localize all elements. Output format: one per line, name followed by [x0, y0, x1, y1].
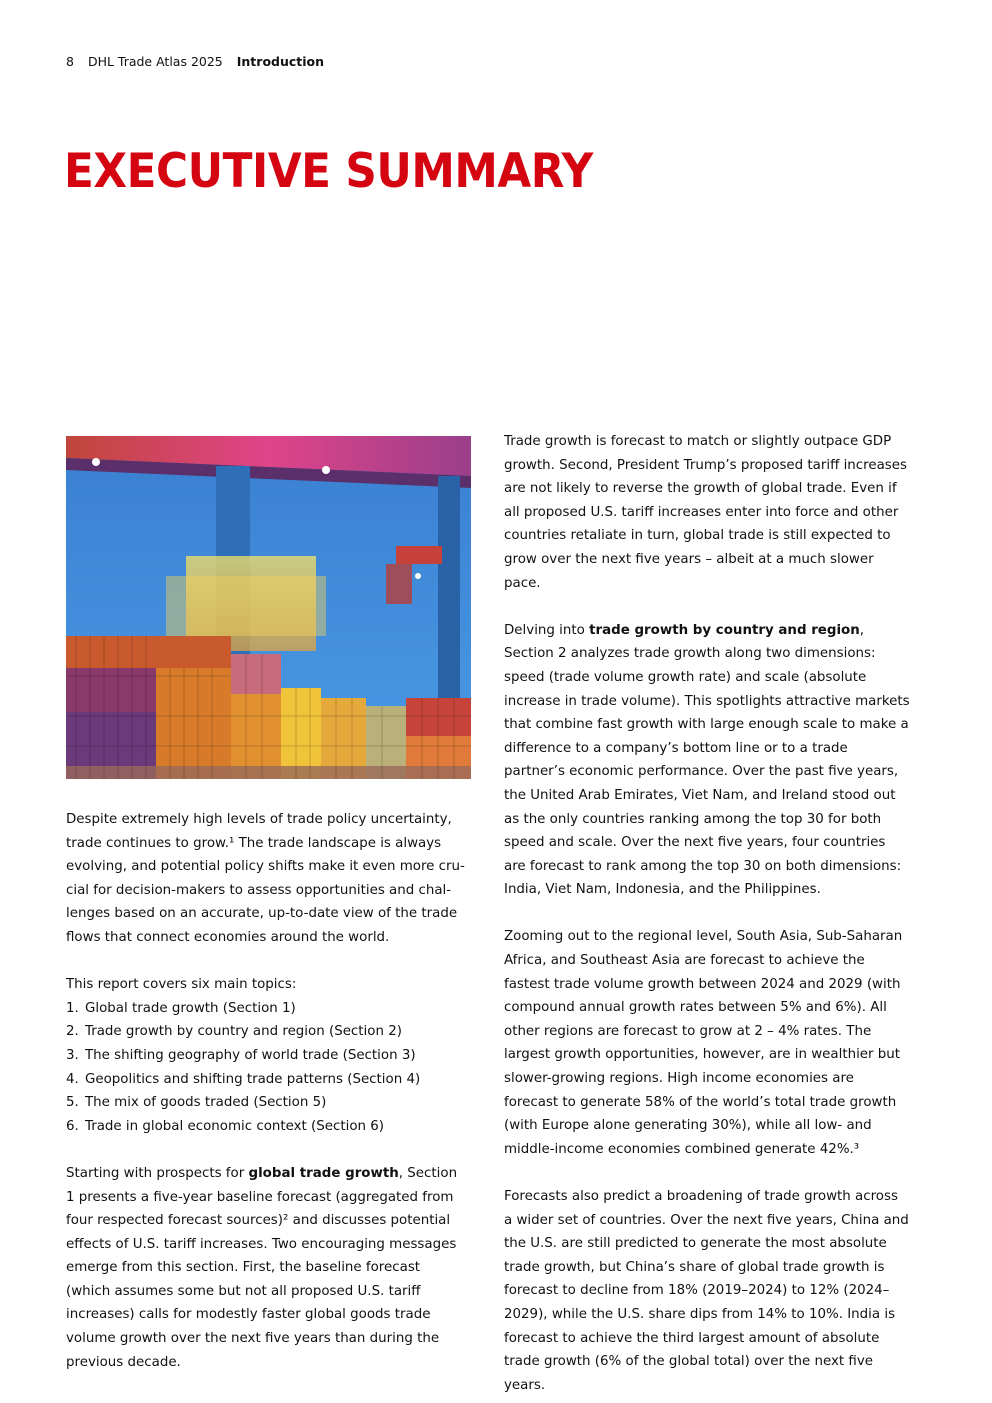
container-port-photo — [66, 436, 471, 779]
list-item — [66, 1091, 466, 1115]
list-text: Trade in global economic context (Section 6) — [85, 1118, 385, 1134]
topics-list — [66, 997, 466, 1139]
regional-paragraph: Zooming out to the regional level, South Asia, Sub-Saharan Africa, and Southeast Asia are forecast to achieve the fastest trade volume growth between 2024 and 2029 (with compound annual growth rates between 5% and 6%). All other regions are forecast to grow at 2 – 4% rates. The largest growth opportunities, however, are in wealthier but slower-growing regions. High income economies are forecast to generate 58% of the world’s total trade growth (with Europe alone generating 30%), while all low- and middle-income economies combined generate 42%.³ — [504, 929, 903, 1157]
list-number: 5. — [66, 1095, 79, 1111]
list-text: The shifting geography of world trade (Section 3) — [85, 1047, 416, 1063]
tariff-paragraph: Trade growth is forecast to match or slightly outpace GDP growth. Second, President Trump’s proposed tariff increases are not likely to reverse the growth of global trade. Even if all proposed U.S. tariff increases enter into force and other countries retaliate in turn, global trade is still expected to grow over the next five years – albeit at a much slower pace. — [504, 434, 907, 591]
right-column — [504, 430, 910, 1397]
publication-title: DHL Trade Atlas 2025 — [87, 54, 223, 69]
page-title: EXECUTIVE SUMMARY — [64, 144, 593, 199]
left-column — [66, 808, 466, 1374]
list-item — [66, 997, 466, 1021]
bold-term: global trade growth — [248, 1165, 399, 1181]
page-header — [66, 54, 334, 70]
list-number: 2. — [66, 1024, 79, 1040]
country-region-paragraph — [504, 619, 910, 902]
list-number: 1. — [66, 1000, 79, 1016]
text-run: , Section 1 presents a five-year baseline forecast (aggregated from four respected forecast sources)² and discusses potential effects of U.S. tariff increases. Two encouraging messages emerge from this section. First, the baseline forecast (which assumes some but not all proposed U.S. tariff increases) calls for modestly faster global goods trade volume growth over the next five years than during the previous decade. — [66, 1165, 458, 1370]
text-run: , Section 2 analyzes trade growth along two dimensions: speed (trade volume growth rate) and scale (absolute increase in trade volume). This spotlights attractive markets that combine fast growth with large enough scale to make a difference to a company’s bottom line or to a trade partner’s economic performance. Over the past five years, the United Arab Emirates, Viet Nam, and Ireland stood out as the only countries ranking among the top 30 for both speed and scale. Over the next five years, four countries are forecast to rank among the top 30 on both dimensions: India, Viet Nam, Indonesia, and the Philippines. — [504, 622, 910, 898]
list-item — [66, 1115, 466, 1139]
list-text: Geopolitics and shifting trade patterns (Section 4) — [85, 1071, 421, 1087]
global-trade-paragraph — [66, 1162, 466, 1374]
text-run: Delving into — [504, 622, 590, 638]
list-text: Trade growth by country and region (Section 2) — [85, 1024, 402, 1040]
section-name: Introduction — [236, 54, 325, 69]
list-item — [66, 1068, 466, 1092]
list-number: 4. — [66, 1071, 79, 1087]
list-number: 6. — [66, 1118, 79, 1134]
list-text: The mix of goods traded (Section 5) — [85, 1095, 327, 1111]
list-text: Global trade growth (Section 1) — [85, 1000, 296, 1016]
page-number: 8 — [66, 54, 74, 69]
text-run: Starting with prospects for — [66, 1165, 249, 1181]
broadening-paragraph: Forecasts also predict a broadening of trade growth across a wider set of countries. Over the next five years, China and the U.S. are still predicted to generate the most absolute trade growth, but China’s share of global trade growth is forecast to decline from 18% (2019–2024) to 12% (2024–2029), while the U.S. share dips from 14% to 10%. India is forecast to achieve the third largest amount of absolute trade growth (6% of the global total) over the next five years. — [504, 1189, 909, 1393]
topics-intro: This report covers six main topics: — [66, 977, 297, 993]
bold-term: trade growth by country and region — [589, 622, 860, 638]
intro-paragraph: Despite extremely high levels of trade policy uncertainty, trade continues to grow.¹ The trade landscape is always evolving, and potential policy shifts make it even more crucial for decision-makers to assess opportunities and challenges based on an accurate, up-to-date view of the trade flows that connect economies around the world. — [66, 812, 465, 945]
list-item — [66, 1044, 466, 1068]
list-item — [66, 1020, 466, 1044]
list-number: 3. — [66, 1047, 79, 1063]
